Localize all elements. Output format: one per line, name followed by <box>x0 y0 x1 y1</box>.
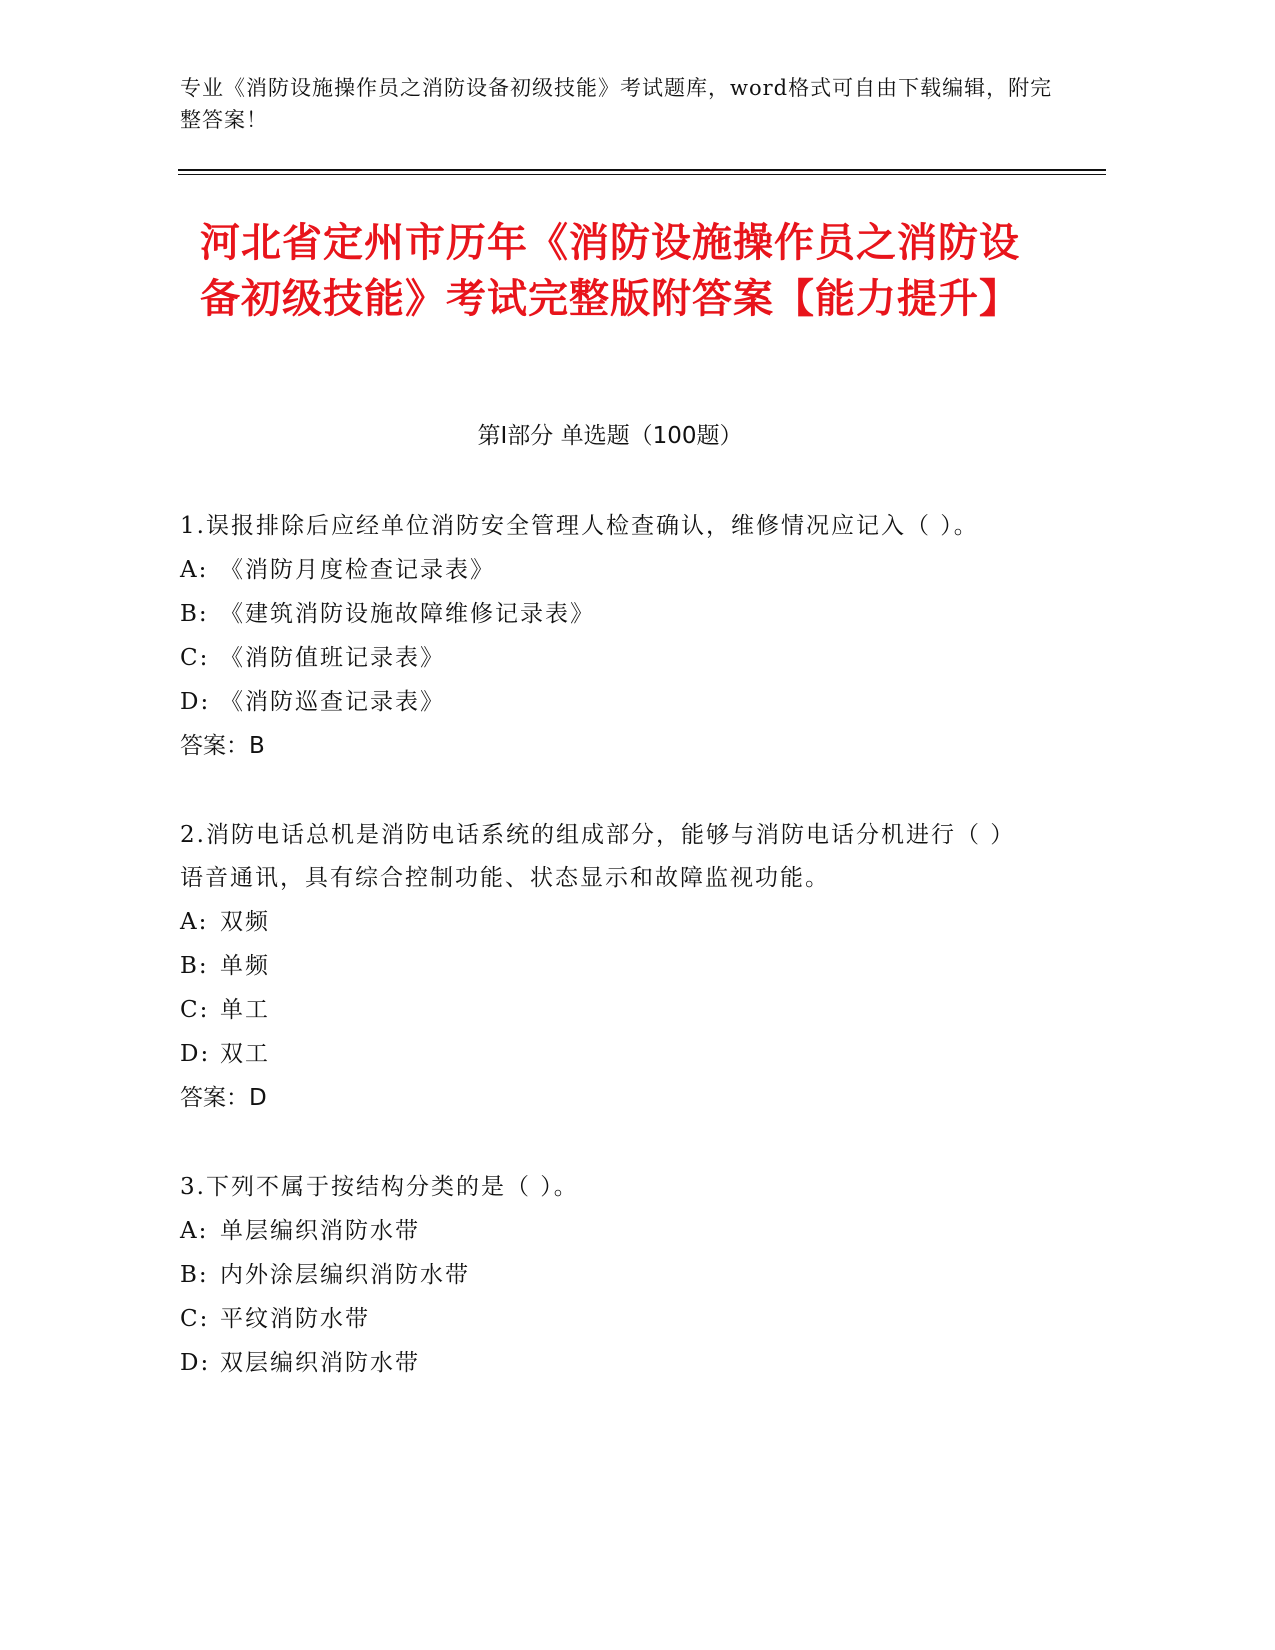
option-letter: C: <box>180 645 210 671</box>
option-letter: D: <box>180 1350 211 1376</box>
option-text: 单工 <box>220 997 270 1023</box>
option-text: 双工 <box>220 1041 270 1067</box>
question-stem: 1.误报排除后应经单位消防安全管理人检查确认，维修情况应记入（ ）。 <box>180 513 979 539</box>
answer-line: 答案：B <box>180 733 265 759</box>
option-text: 内外涂层编织消防水带 <box>220 1262 470 1288</box>
option-c <box>180 1297 1030 1341</box>
question-2 <box>180 814 1030 1120</box>
option-b <box>180 592 1030 636</box>
option-c <box>180 988 1030 1032</box>
header-divider-thin <box>178 174 1106 175</box>
option-c <box>180 636 1030 680</box>
option-text: 《消防值班记录表》 <box>220 645 445 671</box>
option-text: 单层编织消防水带 <box>220 1218 420 1244</box>
option-letter: C: <box>180 1306 210 1332</box>
question-1 <box>180 505 1030 768</box>
answer-line: 答案：D <box>180 1085 267 1111</box>
question-stem: 3.下列不属于按结构分类的是（ ）。 <box>180 1174 579 1200</box>
question-list <box>180 505 1030 1431</box>
header-note: 专业《消防设施操作员之消防设备初级技能》考试题库，word格式可自由下载编辑，附完整答案！ <box>180 76 1053 132</box>
option-d <box>180 1032 1030 1076</box>
option-letter: A: <box>180 1218 209 1244</box>
option-b <box>180 1253 1030 1297</box>
option-text: 《消防巡查记录表》 <box>220 689 445 715</box>
option-letter: C: <box>180 997 210 1023</box>
option-text: 双层编织消防水带 <box>220 1350 420 1376</box>
option-d <box>180 680 1030 724</box>
option-letter: B: <box>180 601 209 627</box>
option-letter: B: <box>180 1262 209 1288</box>
option-a <box>180 900 1030 944</box>
header-divider-thick <box>178 169 1106 171</box>
option-b <box>180 944 1030 988</box>
option-letter: A: <box>180 557 209 583</box>
option-text: 单频 <box>220 953 270 979</box>
question-stem: 2.消防电话总机是消防电话系统的组成部分，能够与消防电话分机进行（ ）语音通讯，具有综合控制功能、状态显示和故障监视功能。 <box>180 822 1016 891</box>
option-letter: B: <box>180 953 209 979</box>
section-heading: 第I部分 单选题（100题） <box>477 423 743 449</box>
option-a <box>180 1209 1030 1253</box>
option-d <box>180 1341 1030 1385</box>
option-letter: D: <box>180 1041 211 1067</box>
option-text: 双频 <box>220 909 270 935</box>
option-text: 平纹消防水带 <box>220 1306 370 1332</box>
option-a <box>180 548 1030 592</box>
option-letter: A: <box>180 909 209 935</box>
option-text: 《建筑消防设施故障维修记录表》 <box>220 601 595 627</box>
document-title: 河北省定州市历年《消防设施操作员之消防设备初级技能》考试完整版附答案【能力提升】 <box>200 220 1020 322</box>
question-3 <box>180 1166 1030 1385</box>
option-text: 《消防月度检查记录表》 <box>220 557 495 583</box>
option-letter: D: <box>180 689 211 715</box>
